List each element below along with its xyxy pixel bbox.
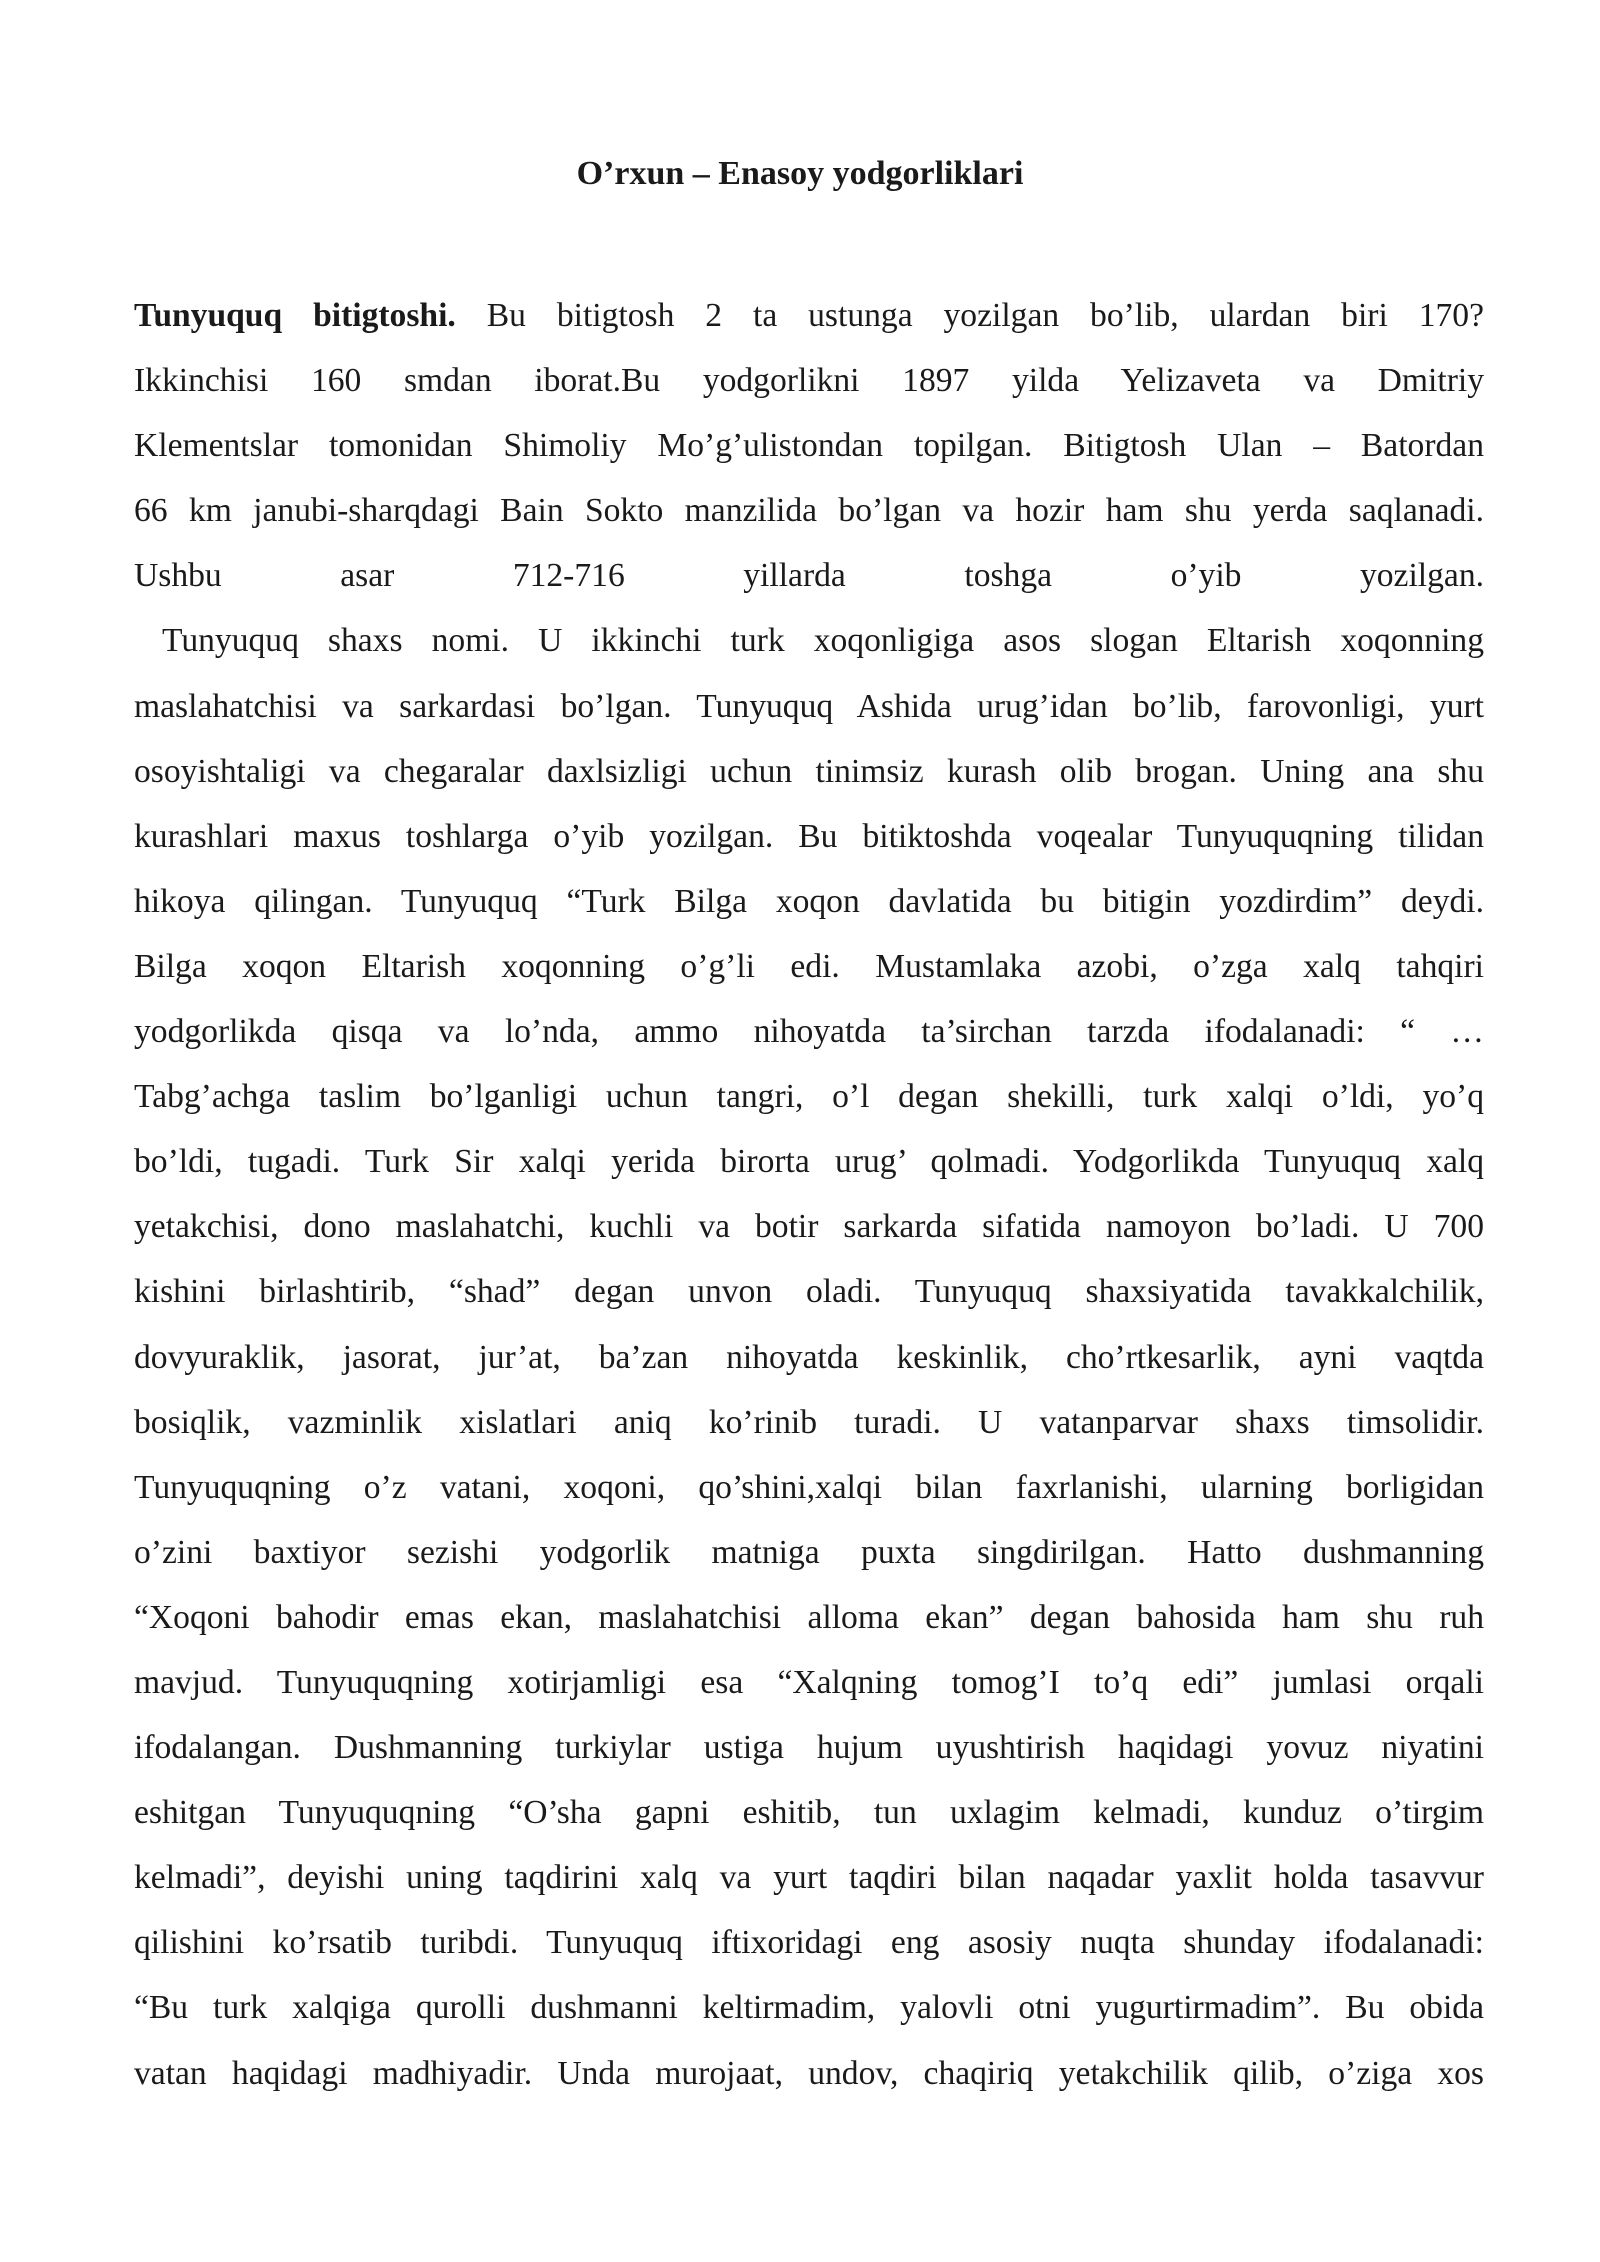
body-line: Klementslar tomonidan Shimoliy Mo’g’ulistondan topilgan. Bitigtosh Ulan – Batordan [134, 427, 1484, 465]
body-line: yodgorlikda qisqa va lo’nda, ammo nihoyatda ta’sirchan tarzda ifodalanadi: “ … [134, 1013, 1484, 1051]
body-line: dovyuraklik, jasorat, jur’at, ba’zan nihoyatda keskinlik, cho’rtkesarlik, ayni vaqtda [134, 1338, 1484, 1376]
body-line: kishini birlashtirib, “shad” degan unvon oladi. Tunyuquq shaxsiyatida tavakkalchilik, [134, 1273, 1484, 1311]
body-line [134, 283, 1484, 348]
body-line-text: Bu bitigtosh 2 ta ustunga yozilgan bo’lib, ulardan biri 170? [455, 297, 1484, 334]
body-line: hikoya qilingan. Tunyuquq “Turk Bilga xoqon davlatida bu bitigin yozdirdim” deydi. [134, 882, 1484, 920]
lead-heading: Tunyuquq bitigtoshi. [134, 297, 456, 334]
body-line: Tunyuquq shaxs nomi. U ikkinchi turk xoqonligiga asos slogan Eltarish xoqonning [162, 622, 1484, 660]
body-line: eshitgan Tunyuquqning “O’sha gapni eshitib, tun uxlagim kelmadi, kunduz o’tirgim [134, 1794, 1484, 1832]
body-line: bo’ldi, tugadi. Turk Sir xalqi yerida birorta urug’ qolmadi. Yodgorlikda Tunyuquq xalq [134, 1143, 1484, 1181]
body-line: Tunyuquqning o’z vatani, xoqoni, qo’shini,xalqi bilan faxrlanishi, ularning borligidan [134, 1468, 1484, 1506]
body-line: Bilga xoqon Eltarish xoqonning o’g’li edi. Mustamlaka azobi, o’zga xalq tahqiri [134, 947, 1484, 985]
body-line: “Xoqoni bahodir emas ekan, maslahatchisi alloma ekan” degan bahosida ham shu ruh [134, 1598, 1484, 1636]
body-line: mavjud. Tunyuquqning xotirjamligi esa “Xalqning tomog’I to’q edi” jumlasi orqali [134, 1663, 1484, 1701]
body-line: osoyishtaligi va chegaralar daxlsizligi uchun tinimsiz kurash olib brogan. Uning ana shu [134, 752, 1484, 790]
body-line: qilishini ko’rsatib turibdi. Tunyuquq iftixoridagi eng asosiy nuqta shunday ifodalanadi: [134, 1924, 1484, 1962]
body-line: Ushbu asar 712-716 yillarda toshga o’yib yozilgan. [134, 557, 1484, 595]
body-line: kurashlari maxus toshlarga o’yib yozilgan. Bu bitiktoshda voqealar Tunyuquqning tilidan [134, 817, 1484, 855]
body-line: “Bu turk xalqiga qurolli dushmanni keltirmadim, yalovli otni yugurtirmadim”. Bu obida [134, 1989, 1484, 2027]
body-line: vatan haqidagi madhiyadir. Unda murojaat, undov, chaqiriq yetakchilik qilib, o’ziga xos [134, 2054, 1484, 2092]
document-body [134, 283, 1484, 2106]
body-line: ifodalangan. Dushmanning turkiylar ustiga hujum uyushtirish haqidagi yovuz niyatini [134, 1729, 1484, 1767]
body-line: maslahatchisi va sarkardasi bo’lgan. Tunyuquq Ashida urug’idan bo’lib, farovonligi, yurt [134, 687, 1484, 725]
body-line: kelmadi”, deyishi uning taqdirini xalq va yurt taqdiri bilan naqadar yaxlit holda tasavvur [134, 1859, 1484, 1897]
body-line: Tabg’achga taslim bo’lganligi uchun tangri, o’l degan shekilli, turk xalqi o’ldi, yo’q [134, 1078, 1484, 1116]
body-line: bosiqlik, vazminlik xislatlari aniq ko’rinib turadi. U vatanparvar shaxs timsolidir. [134, 1403, 1484, 1441]
body-line: o’zini baxtiyor sezishi yodgorlik matniga puxta singdirilgan. Hatto dushmanning [134, 1533, 1484, 1571]
body-line: Ikkinchisi 160 smdan iborat.Bu yodgorlikni 1897 yilda Yelizaveta va Dmitriy [134, 362, 1484, 400]
body-line: yetakchisi, dono maslahatchi, kuchli va botir sarkarda sifatida namoyon bo’ladi. U 700 [134, 1208, 1484, 1246]
body-line: 66 km janubi-sharqdagi Bain Sokto manzilida bo’lgan va hozir ham shu yerda saqlanadi. [134, 492, 1484, 530]
document-title: O’rxun – Enasoy yodgorliklari [576, 155, 1024, 192]
